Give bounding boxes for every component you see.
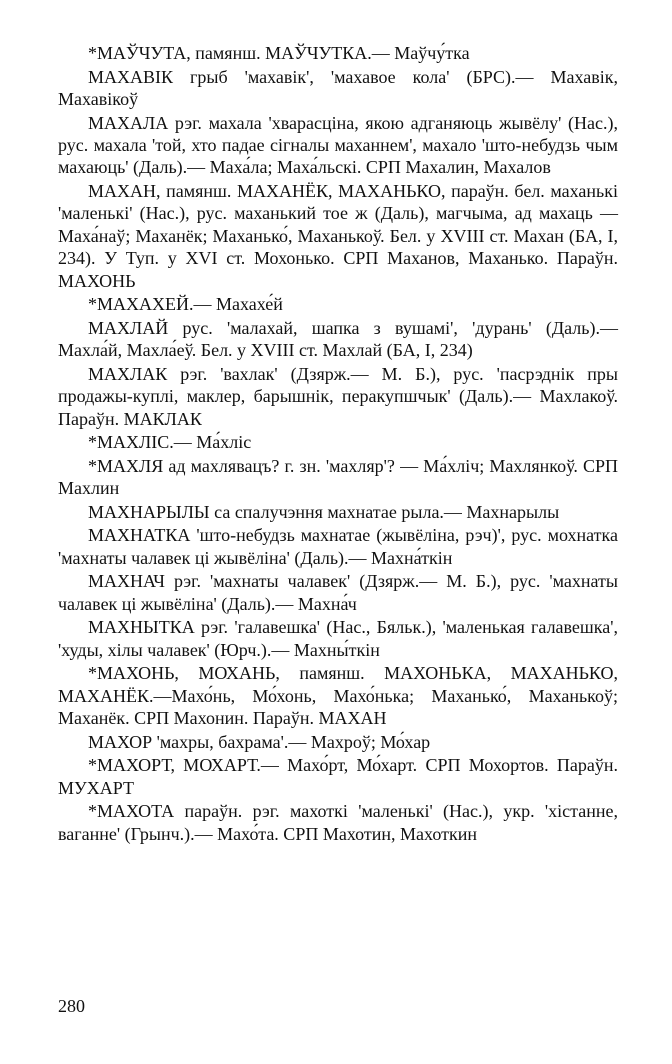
entry-makhnytka	[58, 616, 623, 661]
entry-makhor	[58, 731, 618, 753]
entry-text: *МАХОРТ, МОХАРТ.— Махо́рт, Мо́харт. СРП Мохортов. Параўн. МУХАРТ	[58, 755, 623, 798]
entry-text: МАХЛАЙ рус. 'малахай, шапка з вушамі', 'дурань' (Даль).— Махла́й, Махла́еў. Бел. у XVIII ст. Махлай (БА, I, 234)	[58, 317, 623, 361]
entry-text: МАХЛАК рэг. 'вахлак' (Дзярж.— М. Б.), рус. 'пасрэднік пры продажы-куплі, маклер, барышнік, перакупшчык' (Даль).— Махлакоў. Параўн. МАКЛАК	[58, 363, 623, 429]
entry-text: МАХОР 'махры, бахрама'.— Махроў; Мо́хар	[88, 731, 431, 752]
dictionary-page	[58, 42, 623, 846]
entry-text: *МАЎЧУТА, памянш. МАЎЧУТКА.— Маўчу́тка	[88, 43, 470, 63]
entry-text: МАХНАТКА 'што-небудзь махнатае (жывёліна, рэч)', рус. мохнатка 'махнаты чалавек ці жывёліна' (Даль).— Махна́ткін	[58, 525, 623, 568]
entry-makhlia	[58, 455, 623, 500]
entry-makhlai	[58, 317, 623, 362]
entry-text: МАХНАЧ рэг. 'махнаты чалавек' (Дзярж.— М. Б.), рус. 'махнаты чалавек ці жывёліна' (Даль).— Махна́ч	[58, 571, 623, 614]
entry-text: *МАХЛІС.— Ма́хліс	[88, 432, 252, 453]
entry-text: МАХАЛА рэг. махала 'хварасціна, якою адганяюць жывёлу' (Нас.), рус. махала 'той, хто падае сігналы маханнем', махало 'што-небудзь чым махаюць' (Даль).— Маха́ла; Маха́льскі. СРП Махалин, Махалов	[58, 112, 623, 178]
entry-makhon	[58, 662, 623, 729]
entry-text: МАХНАРЫЛЫ са спалучэння махнатае рыла.— Махнарылы	[88, 501, 560, 522]
entry-text: МАХАН, памянш. МАХАНЁК, МАХАНЬКО, параўн. бел. маханькі 'маленькі' (Нас.), рус. маханький тое ж (Даль), магчыма, ад махаць — Маха́наў; Маханёк; Маханько́, Маханькоў. Бел. у XVIII ст. Махан (БА, I, 234). У Туп. у XVI ст. Мохонько. СРП Маханов, Маханько. Параўн. МАХОНЬ	[58, 181, 623, 291]
entry-text: МАХНЫТКА рэг. 'галавешка' (Нас., Бяльк.), 'маленькая галавешка', 'худы, хілы чалавек' (Юрч.).— Махны́ткін	[58, 617, 623, 660]
entry-mauchuta	[58, 42, 618, 64]
entry-makhan	[58, 180, 623, 292]
entry-makhota	[58, 800, 623, 845]
page-number: 280	[58, 996, 85, 1016]
entry-text: *МАХОНЬ, МОХАНЬ, памянш. МАХОНЬКА, МАХАНЬКО, МАХАНЁК.—Махо́нь, Мо́хонь, Махо́нька; Маханько́, Маханькоў; Маханёк. СРП Махонин. Параўн. МАХАН	[58, 663, 623, 729]
entry-text: *МАХЛЯ ад махлявацъ? г. зн. 'махляр'? — Ма́хліч; Махлянкоў. СРП Махлин	[58, 455, 623, 499]
entry-makhnaryly	[58, 501, 618, 523]
entry-makhort	[58, 754, 623, 799]
entry-makhala	[58, 112, 623, 179]
entry-makhakhei	[58, 293, 618, 315]
entry-makhlis	[58, 431, 618, 453]
entry-text: *МАХАХЕЙ.— Махахе́й	[88, 294, 283, 315]
entry-makhnatka	[58, 524, 623, 569]
entry-text: *МАХОТА параўн. рэг. махоткі 'маленькі' (Нас.), укр. 'хістанне, ваганне' (Грынч.).— Махо́та. СРП Махотин, Махоткин	[58, 801, 623, 844]
entry-makhavik	[58, 66, 623, 111]
entry-makhlak	[58, 363, 623, 430]
entry-text: МАХАВІК грыб 'махавік', 'махавое кола' (БРС).— Махавік, Махавікоў	[58, 66, 623, 109]
entry-makhnach	[58, 570, 623, 615]
